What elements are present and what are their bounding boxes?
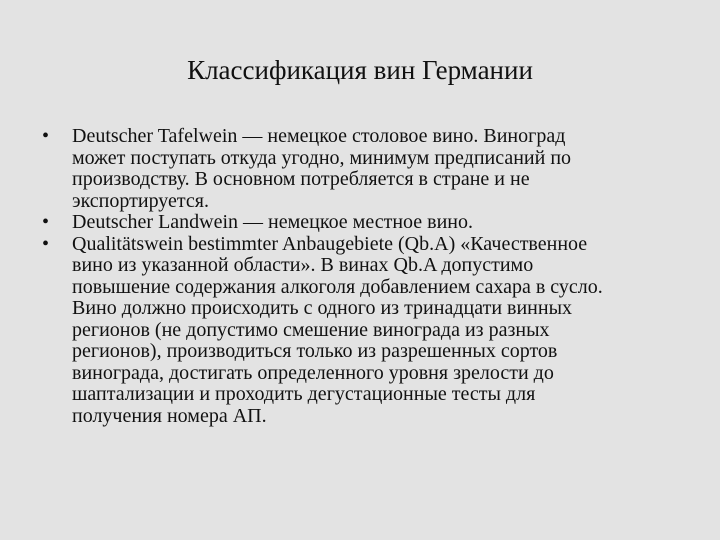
bullet-item (42, 234, 672, 428)
bullet-list (42, 126, 672, 427)
bullet-text-line: производству. В основном потребляется в стране и не (72, 168, 530, 190)
bullet-text-line: шаптализации и проходить дегустационные тесты для (72, 383, 536, 405)
bullet-item (42, 212, 672, 234)
bullet-text-line: экспортируется. (72, 189, 209, 212)
bullet-text-line: Deutscher Landwein — немецкое местное вино. (72, 211, 474, 233)
bullet-icon: • (42, 125, 50, 147)
bullet-item (42, 126, 672, 212)
bullet-icon: • (42, 211, 50, 233)
bullet-text-line: регионов), производиться только из разрешенных сортов (72, 340, 558, 362)
bullet-text-line: винограда, достигать определенного уровня зрелости до (72, 361, 554, 384)
bullet-text-line: Deutscher Tafelwein — немецкое столовое вино. Виноград (72, 125, 566, 147)
bullet-text-line: Qualitätswein bestimmter Anbaugebiete (Qb.A) «Качественное (72, 232, 588, 255)
bullet-text-line: Вино должно происходить с одного из тринадцати винных (72, 297, 573, 319)
bullet-icon: • (42, 232, 50, 255)
bullet-text-line: получения номера АП. (72, 404, 267, 427)
bullet-text-line: повышение содержания алкоголя добавлением сахара в сусло. (72, 275, 603, 298)
slide-title: Классификация вин Германии (187, 55, 533, 85)
bullet-text-line: регионов (не допустимо смешение винограда из разных (72, 318, 550, 341)
bullet-text-line: вино из указанной области». В винах Qb.A допустимо (72, 254, 534, 276)
bullet-text-line: может поступать откуда угодно, минимум предписаний по (72, 146, 572, 169)
